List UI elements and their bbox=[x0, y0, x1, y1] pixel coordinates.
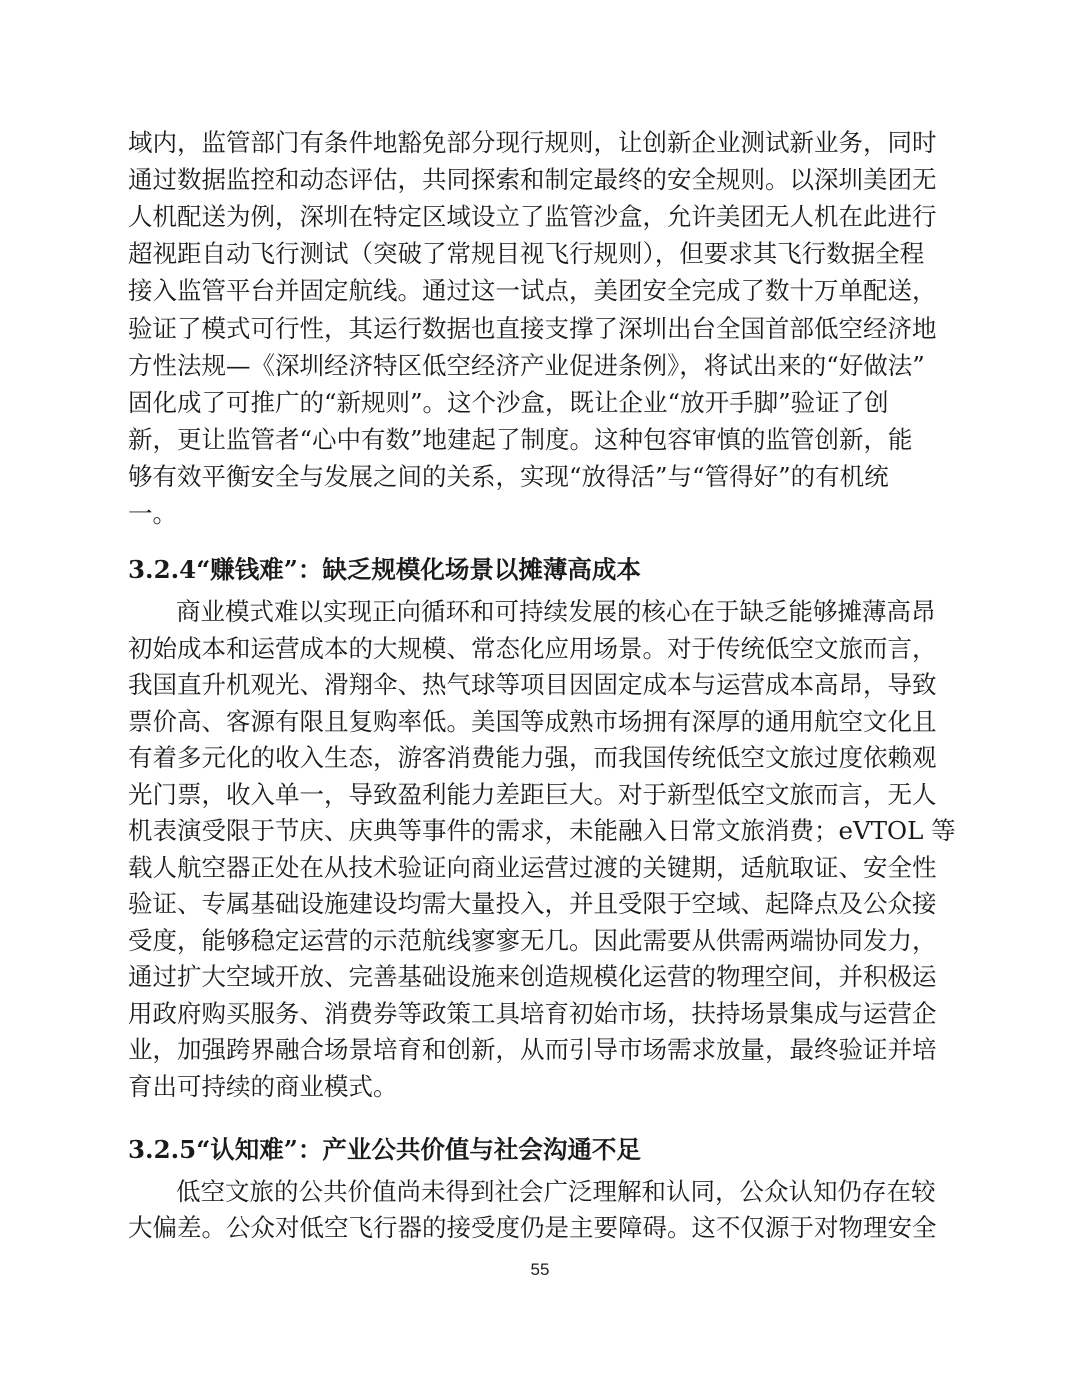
text-line: 超视距自动飞行测试（突破了常规目视飞行规则），但要求其飞行数据全程 bbox=[128, 239, 925, 268]
text-line: 新，更让监管者“心中有数”地建起了制度。这种包容审慎的监管创新，能 bbox=[128, 425, 913, 454]
page-number: 55 bbox=[530, 1260, 550, 1279]
text-line: 用政府购买服务、消费券等政策工具培育初始市场，扶持场景集成与运营企 bbox=[128, 999, 937, 1028]
text-line: 域内，监管部门有条件地豁免部分现行规则，让创新企业测试新业务，同时 bbox=[128, 128, 937, 157]
text-line: 大偏差。公众对低空飞行器的接受度仍是主要障碍。这不仅源于对物理安全 bbox=[128, 1213, 937, 1242]
section-heading-3-2-4: 3.2.4“赚钱难”：缺乏规模化场景以摊薄高成本 bbox=[128, 555, 641, 584]
text-line: 固化成了可推广的“新规则”。这个沙盒，既让企业“放开手脚”验证了创 bbox=[128, 388, 889, 417]
text-line: 通过扩大空域开放、完善基础设施来创造规模化运营的物理空间，并积极运 bbox=[128, 962, 937, 991]
text-line: 光门票，收入单一，导致盈利能力差距巨大。对于新型低空文旅而言，无人 bbox=[128, 780, 937, 809]
text-line: 业，加强跨界融合场景培育和创新，从而引导市场需求放量，最终验证并培 bbox=[128, 1035, 937, 1064]
text-line: 受度，能够稳定运营的示范航线寥寥无几。因此需要从供需两端协同发力， bbox=[128, 926, 937, 955]
text-line: 载人航空器正处在从技术验证向商业运营过渡的关键期，适航取证、安全性 bbox=[128, 853, 937, 882]
text-line: 一。 bbox=[128, 499, 177, 528]
text-line: 我国直升机观光、滑翔伞、热气球等项目因固定成本与运营成本高昂，导致 bbox=[128, 670, 937, 699]
text-line: 商业模式难以实现正向循环和可持续发展的核心在于缺乏能够摊薄高昂 bbox=[176, 597, 936, 626]
text-line: 人机配送为例，深圳在特定区域设立了监管沙盒，允许美团无人机在此进行 bbox=[128, 202, 937, 231]
text-line: 够有效平衡安全与发展之间的关系，实现“放得活”与“管得好”的有机统 bbox=[128, 462, 889, 491]
text-line: 验证、专属基础设施建设均需大量投入，并且受限于空域、起降点及公众接 bbox=[128, 889, 937, 918]
text-line: 验证了模式可行性，其运行数据也直接支撑了深圳出台全国首部低空经济地 bbox=[128, 314, 937, 343]
text-line: 通过数据监控和动态评估，共同探索和制定最终的安全规则。以深圳美团无 bbox=[128, 165, 937, 194]
text-line: 票价高、客源有限且复购率低。美国等成熟市场拥有深厚的通用航空文化且 bbox=[128, 707, 937, 736]
text-line: 方性法规—《深圳经济特区低空经济产业促进条例》，将试出来的“好做法” bbox=[128, 351, 925, 380]
text-line: 有着多元化的收入生态，游客消费能力强，而我国传统低空文旅过度依赖观 bbox=[128, 743, 937, 772]
text-line: 低空文旅的公共价值尚未得到社会广泛理解和认同，公众认知仍存在较 bbox=[176, 1177, 936, 1206]
text-line: 机表演受限于节庆、庆典等事件的需求，未能融入日常文旅消费；eVTOL 等 bbox=[128, 816, 956, 845]
text-line: 育出可持续的商业模式。 bbox=[128, 1072, 398, 1101]
section-heading-3-2-5: 3.2.5“认知难”：产业公共价值与社会沟通不足 bbox=[128, 1135, 641, 1164]
text-line: 初始成本和运营成本的大规模、常态化应用场景。对于传统低空文旅而言， bbox=[128, 634, 937, 663]
text-line: 接入监管平台并固定航线。通过这一试点，美团安全完成了数十万单配送， bbox=[128, 276, 937, 305]
